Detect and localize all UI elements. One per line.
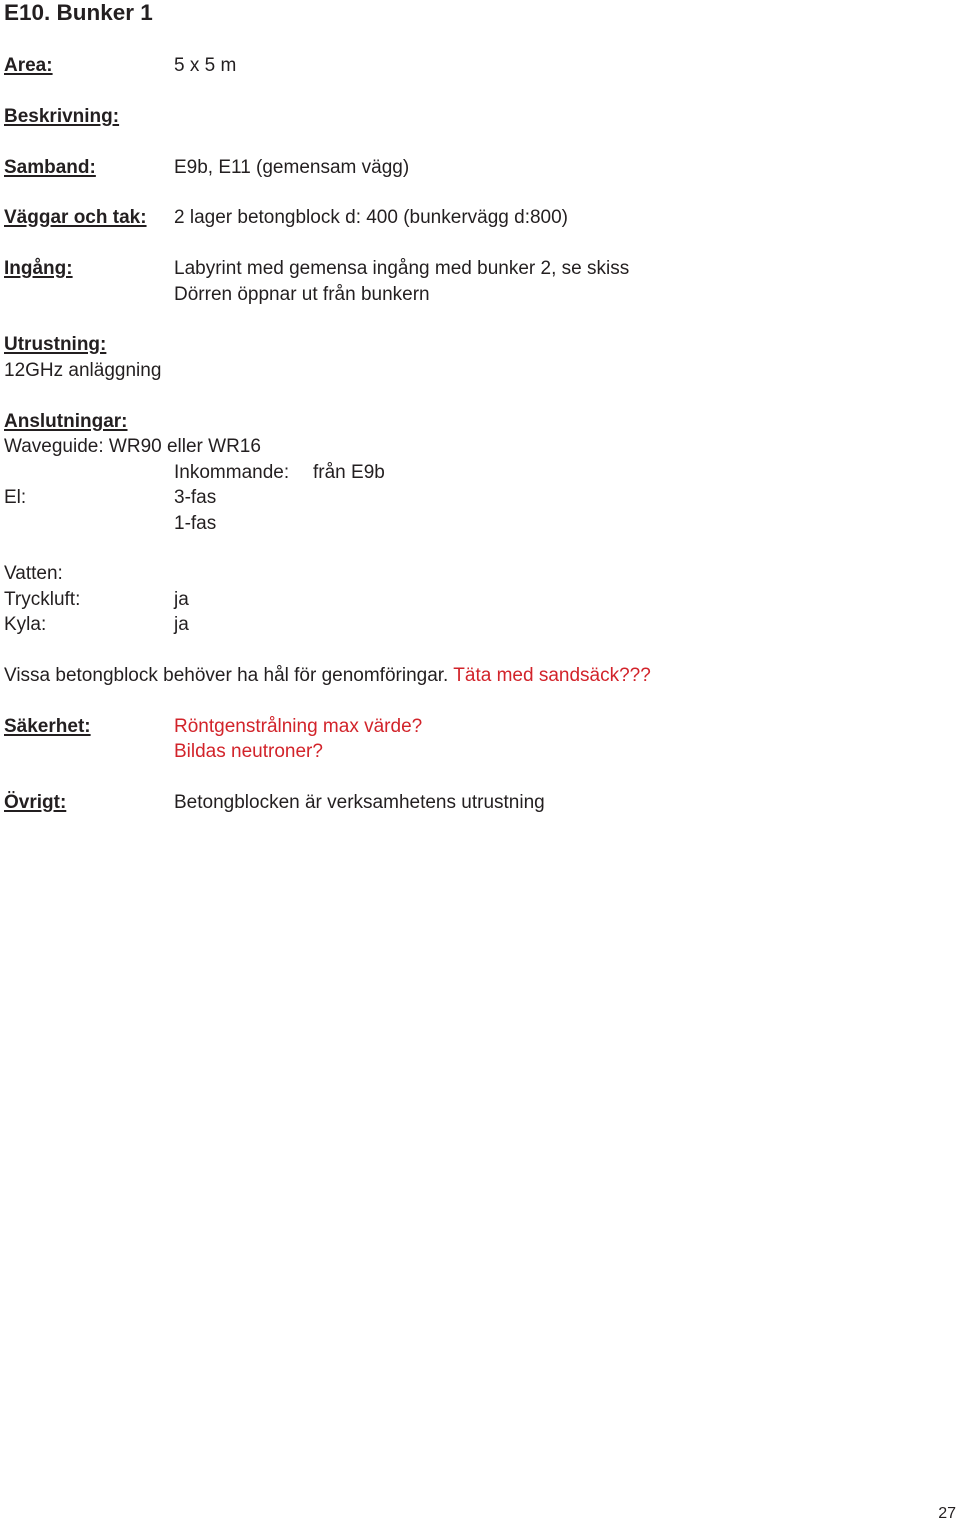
ingang-line-2: Dörren öppnar ut från bunkern (174, 284, 430, 305)
vatten-label: Vatten: (4, 563, 63, 584)
sakerhet-line-2: Bildas neutroner? (174, 741, 323, 762)
beskrivning-label: Beskrivning: (4, 106, 120, 127)
note-red-text: Täta med sandsäck??? (453, 665, 651, 686)
ovrigt-value: Betongblocken är verksamhetens utrustning (174, 792, 545, 813)
inkommande-value: från E9b (313, 462, 385, 483)
tryckluft-label: Tryckluft: (4, 589, 81, 610)
anslutningar-label: Anslutningar: (4, 411, 128, 432)
page-title: E10. Bunker 1 (4, 0, 153, 25)
area-value: 5 x 5 m (174, 55, 237, 76)
samband-value: E9b, E11 (gemensam vägg) (174, 157, 410, 178)
vaggar-label: Väggar och tak: (4, 207, 147, 228)
ovrigt-label: Övrigt: (4, 792, 67, 813)
vaggar-value: 2 lager betongblock d: 400 (bunkervägg d:800) (174, 207, 568, 228)
utrustning-label: Utrustning: (4, 334, 107, 355)
waveguide-text: Waveguide: WR90 eller WR16 (4, 436, 261, 457)
page-number: 27 (938, 1505, 956, 1522)
samband-label: Samband: (4, 157, 96, 178)
ingang-line-1: Labyrint med gemensa ingång med bunker 2, se skiss (174, 258, 630, 279)
note-text: Vissa betongblock behöver ha hål för genomföringar. (4, 665, 449, 686)
el-value-3fas: 3-fas (174, 487, 217, 508)
sakerhet-line-1: Röntgenstrålning max värde? (174, 716, 423, 737)
sakerhet-label: Säkerhet: (4, 716, 91, 737)
el-value-1fas: 1-fas (174, 513, 217, 534)
kyla-value: ja (174, 614, 189, 635)
area-label: Area: (4, 55, 53, 76)
ingang-label: Ingång: (4, 258, 73, 279)
el-label: El: (4, 487, 27, 508)
betongblock-note (4, 663, 651, 688)
tryckluft-value: ja (174, 589, 189, 610)
kyla-label: Kyla: (4, 614, 47, 635)
utrustning-value: 12GHz anläggning (4, 360, 162, 381)
inkommande-label: Inkommande: (174, 462, 290, 483)
